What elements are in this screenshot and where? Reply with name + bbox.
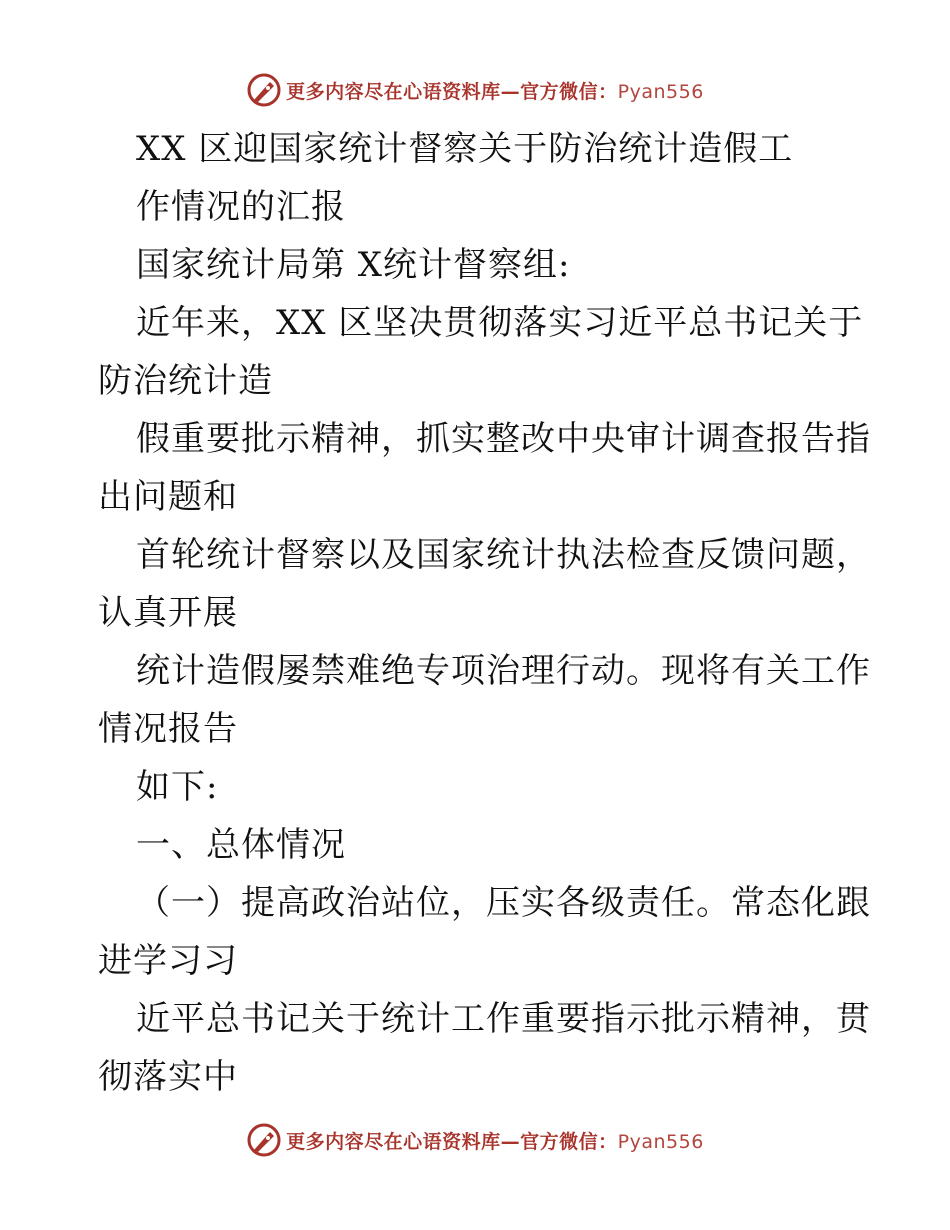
text-line: 认真开展 [98, 593, 238, 633]
text-line: 情况报告 [98, 709, 238, 749]
watermark-banner-bottom [0, 1120, 950, 1160]
document-body [98, 120, 871, 1106]
watermark-text: 更多内容尽在心语资料库—官方微信：Pyan556 [286, 1130, 704, 1153]
pen-nib-logo-icon [246, 1122, 282, 1158]
text-line: 假重要批示精神，抓实整改中央审计调查报告指 [136, 419, 871, 459]
text-line: 首轮统计督察以及国家统计执法检查反馈问题， [136, 535, 871, 575]
text-line: 统计造假屡禁难绝专项治理行动。现将有关工作 [136, 651, 871, 691]
text-line: 防治统计造 [98, 361, 273, 401]
text-line: 彻落实中 [98, 1057, 238, 1097]
text-line: （一）提高政治站位，压实各级责任。常态化跟 [136, 883, 871, 923]
watermark-banner-top [0, 70, 950, 110]
text-line: 出问题和 [98, 477, 238, 517]
text-line: 一、总体情况 [136, 825, 346, 865]
text-line: XX 区迎国家统计督察关于防治统计造假工 [136, 129, 794, 169]
watermark-text: 更多内容尽在心语资料库—官方微信：Pyan556 [286, 80, 704, 103]
text-line: 进学习习 [98, 941, 238, 981]
pen-nib-logo-icon [246, 72, 282, 108]
text-line: 近年来，XX 区坚决贯彻落实习近平总书记关于 [136, 303, 864, 343]
text-line: 作情况的汇报 [136, 187, 346, 227]
text-line: 国家统计局第 X统计督察组: [136, 245, 571, 285]
text-line: 近平总书记关于统计工作重要指示批示精神，贯 [136, 999, 871, 1039]
text-line: 如下: [136, 767, 219, 807]
